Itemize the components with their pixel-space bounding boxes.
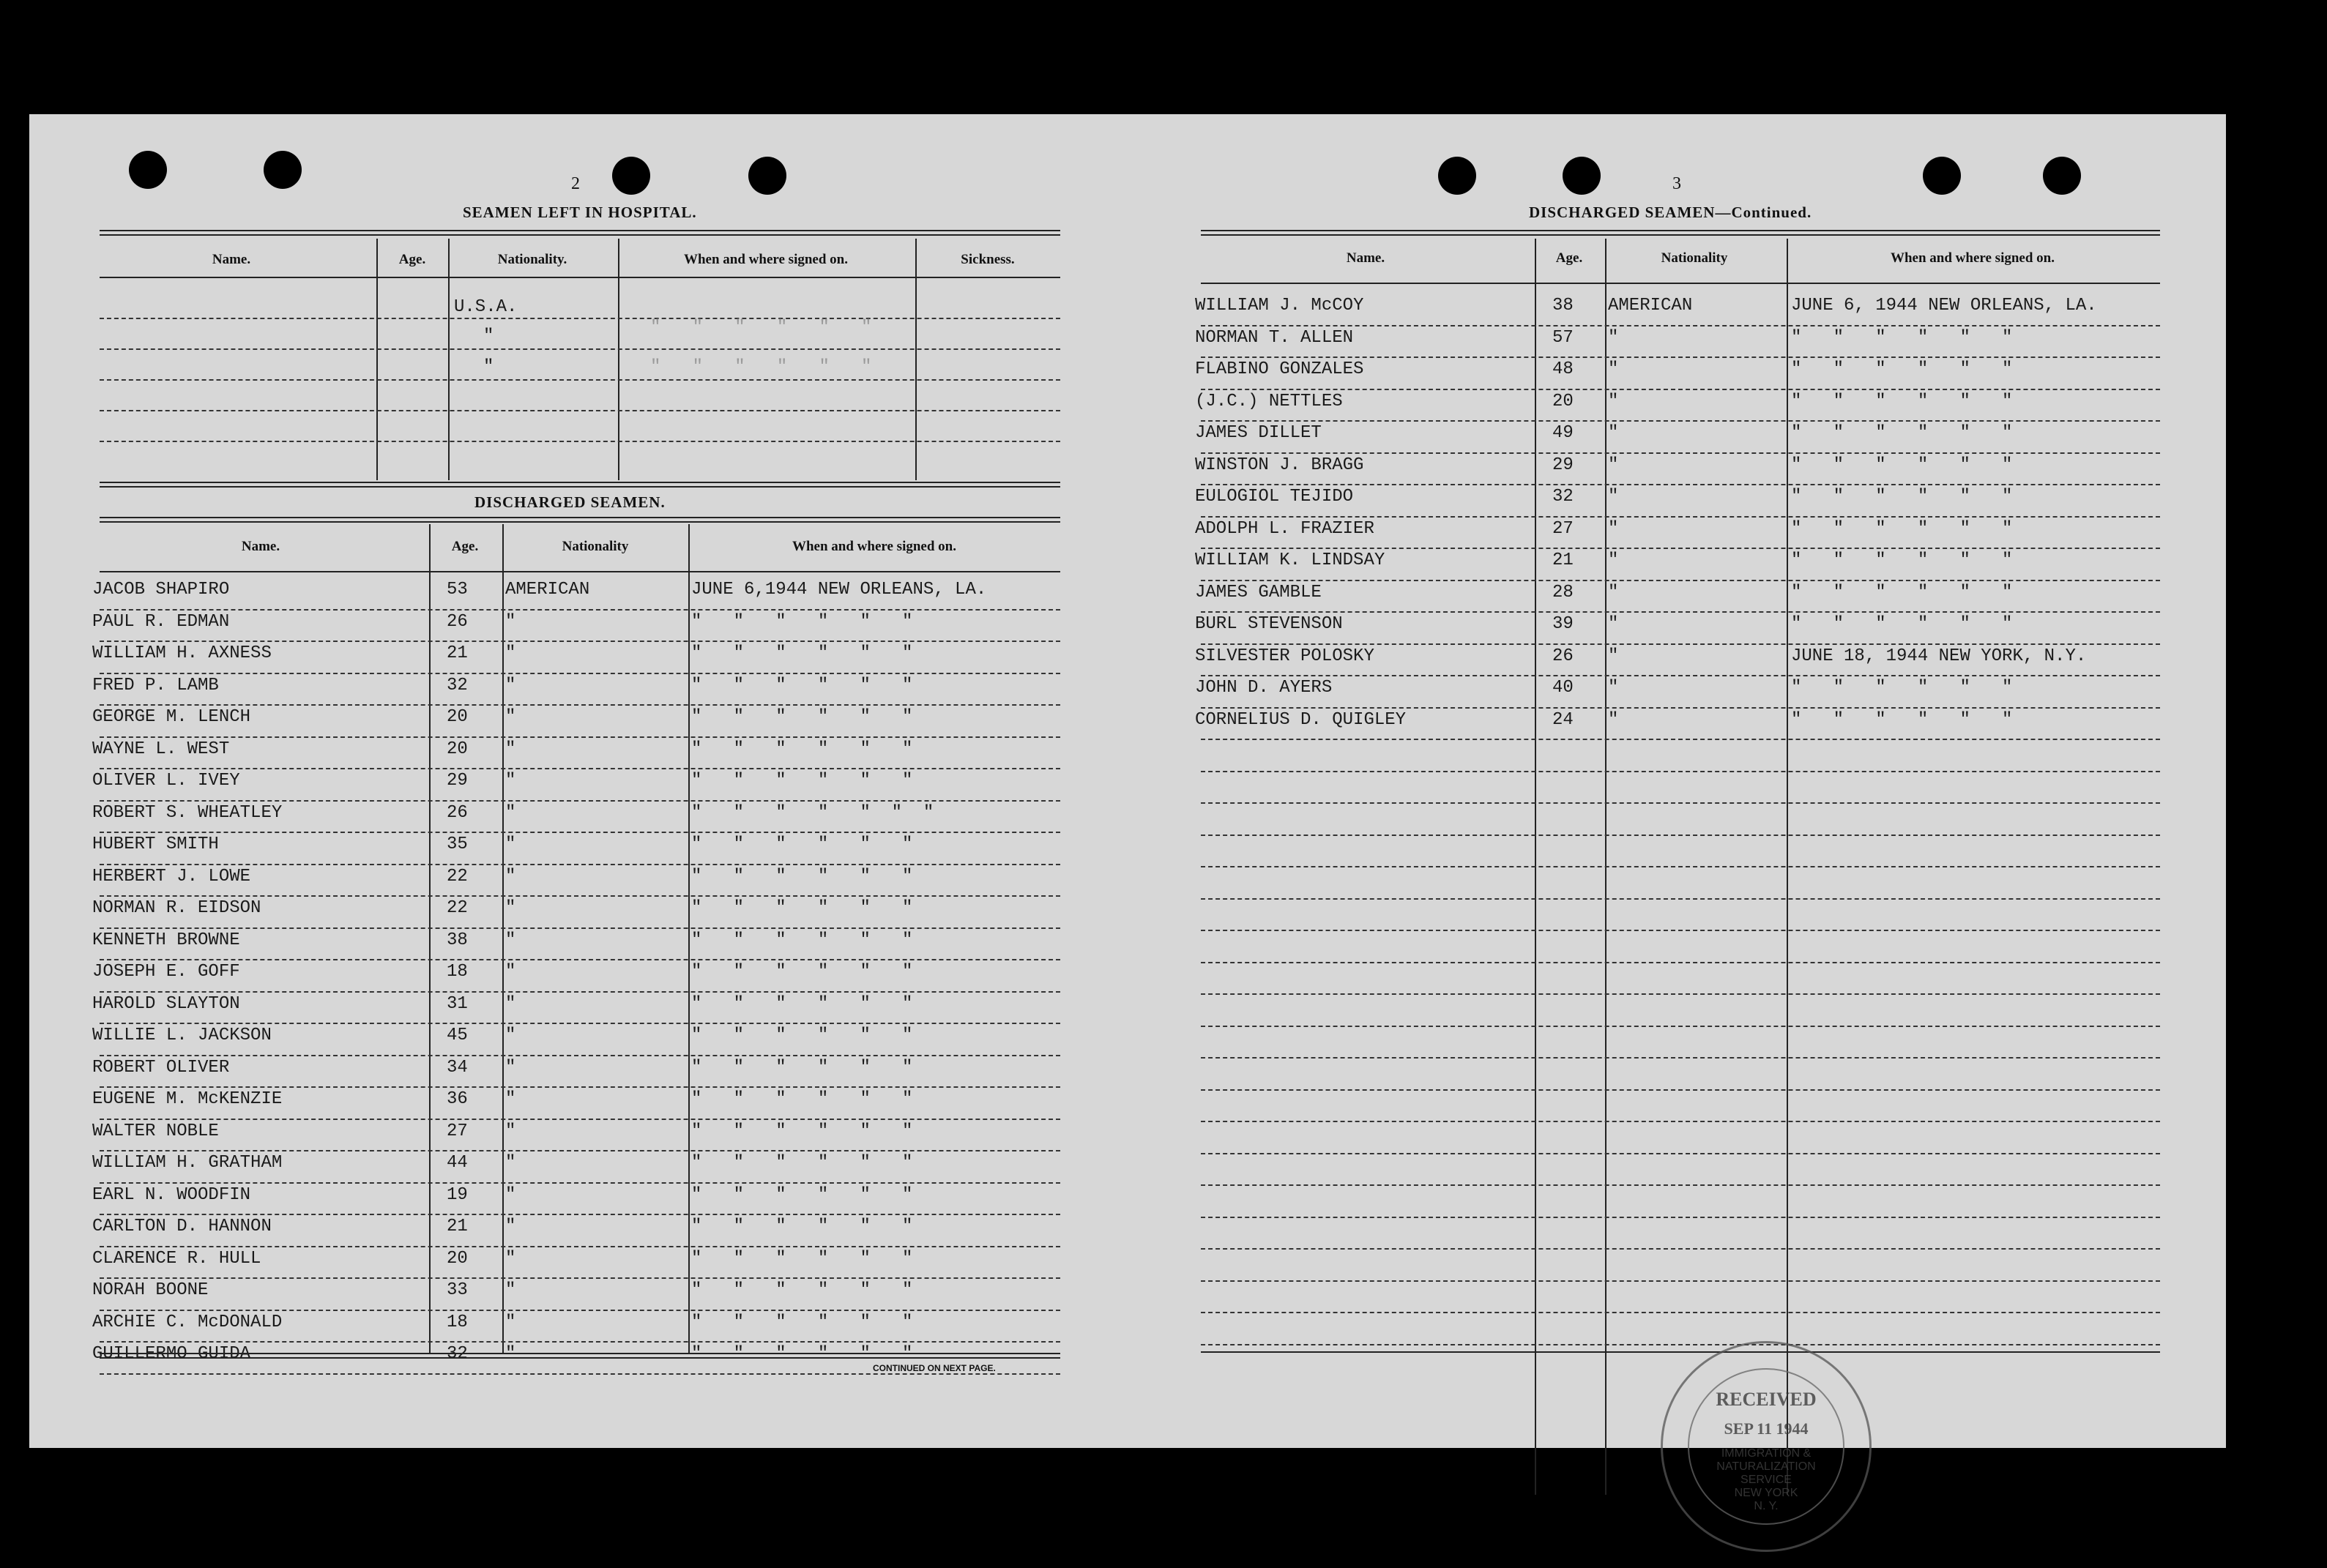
seaman-name: EUGENE M. McKENZIE <box>92 1089 283 1109</box>
seaman-signed-on: " " " " " " <box>1791 582 2013 602</box>
seaman-nationality: " <box>505 739 516 759</box>
stamp-line: NEW YORK <box>1734 1487 1798 1499</box>
header-signed-on: When and where signed on. <box>792 539 956 554</box>
row-line <box>100 1023 1060 1024</box>
seaman-nationality: " <box>1608 646 1619 666</box>
seaman-nationality: " <box>505 866 516 886</box>
seaman-nationality: " <box>505 1184 516 1205</box>
header-age: Age. <box>1555 250 1583 266</box>
seaman-signed-on: " " " " " " <box>691 1280 913 1300</box>
rule <box>100 482 1060 488</box>
seaman-age: 57 <box>1552 327 1574 348</box>
seaman-name: JOHN D. AYERS <box>1195 678 1333 698</box>
seaman-name: EULOGIOL TEJIDO <box>1195 487 1354 507</box>
seaman-nationality: " <box>505 835 516 854</box>
seaman-name: WILLIE L. JACKSON <box>92 1026 272 1045</box>
row-line <box>100 379 1060 381</box>
seaman-age: 29 <box>1552 455 1574 475</box>
column-divider <box>915 239 917 480</box>
seaman-age: 32 <box>447 675 468 695</box>
rule <box>1201 1351 2160 1353</box>
row-line <box>1201 356 2160 358</box>
seaman-age: 27 <box>447 1121 468 1141</box>
row-line <box>1201 962 2160 963</box>
seaman-name: JAMES DILLET <box>1195 423 1322 443</box>
row-line <box>100 1246 1060 1247</box>
row-line <box>1201 1217 2160 1218</box>
stamp-received: RECEIVED <box>1716 1389 1817 1410</box>
seaman-age: 32 <box>1552 487 1574 507</box>
seaman-signed-on: " " " " " " <box>691 675 913 695</box>
seaman-nationality: " <box>505 898 516 918</box>
seaman-age: 45 <box>447 1026 468 1045</box>
seaman-nationality: " <box>1608 391 1619 411</box>
seaman-nationality: " <box>505 1089 516 1109</box>
seaman-signed-on: " " " " " " <box>691 993 913 1014</box>
header-nationality: Nationality <box>562 539 629 554</box>
seaman-age: 40 <box>1552 678 1574 698</box>
row-line <box>100 318 1060 319</box>
seaman-age: 20 <box>1552 391 1574 411</box>
seaman-age: 28 <box>1552 582 1574 602</box>
seaman-nationality: " <box>1608 614 1619 634</box>
document-sheet <box>29 114 2226 1512</box>
seaman-signed-on: " " " " " " <box>691 930 913 950</box>
seaman-age: 39 <box>1552 614 1574 634</box>
row-line <box>1201 1153 2160 1154</box>
header-name: Name. <box>241 539 280 554</box>
seaman-name: PAUL R. EDMAN <box>92 611 230 632</box>
seaman-nationality: " <box>505 771 516 791</box>
row-line <box>1201 771 2160 772</box>
seaman-age: 22 <box>447 866 468 886</box>
row-line <box>1201 1121 2160 1122</box>
seaman-age: 21 <box>447 1217 468 1236</box>
hospital-nationality: " <box>483 326 494 346</box>
punch-hole <box>1438 157 1476 195</box>
row-line <box>1201 739 2160 740</box>
stamp-line: IMMIGRATION & <box>1721 1447 1812 1460</box>
row-line <box>100 927 1060 929</box>
seaman-age: 33 <box>447 1280 468 1300</box>
seaman-age: 53 <box>447 580 468 600</box>
header-signed-on: When and where signed on. <box>1890 250 2055 266</box>
seaman-signed-on: JUNE 18, 1944 NEW YORK, N.Y. <box>1791 646 2087 666</box>
row-line <box>100 609 1060 611</box>
header-name: Name. <box>1346 250 1385 266</box>
seaman-name: HUBERT SMITH <box>92 835 219 854</box>
rule <box>1201 230 2160 236</box>
seaman-nationality: " <box>505 930 516 950</box>
seaman-age: 38 <box>1552 296 1574 316</box>
punch-hole <box>748 157 786 195</box>
header-age: Age. <box>398 252 426 267</box>
column-divider <box>429 524 431 1353</box>
seaman-nationality: " <box>1608 518 1619 539</box>
seaman-name: HAROLD SLAYTON <box>92 993 240 1014</box>
column-divider <box>448 239 450 480</box>
header-sickness: Sickness. <box>961 252 1015 267</box>
seaman-signed-on: " " " " " " <box>691 739 913 759</box>
header-signed-on: When and where signed on. <box>683 252 848 267</box>
seaman-name: NORMAN R. EIDSON <box>92 898 261 918</box>
seaman-nationality: " <box>505 1026 516 1045</box>
seaman-nationality: " <box>1608 455 1619 475</box>
column-divider <box>688 524 690 1353</box>
punch-hole <box>129 151 167 189</box>
seaman-age: 35 <box>447 835 468 854</box>
seaman-age: 18 <box>447 1312 468 1332</box>
seaman-nationality: " <box>505 675 516 695</box>
seaman-signed-on: " " " " " " <box>1791 327 2013 348</box>
row-line <box>1201 993 2160 995</box>
seaman-nationality: " <box>505 1280 516 1300</box>
row-line <box>1201 866 2160 867</box>
seaman-signed-on: JUNE 6,1944 NEW ORLEANS, LA. <box>691 580 987 600</box>
seaman-age: 20 <box>447 707 468 727</box>
seaman-age: 49 <box>1552 423 1574 443</box>
seaman-name: WILLIAM J. McCOY <box>1195 296 1364 316</box>
stamp-line: SERVICE <box>1740 1474 1792 1486</box>
row-line <box>100 641 1060 642</box>
row-line <box>1201 1057 2160 1059</box>
row-line <box>100 1341 1060 1343</box>
punch-hole <box>2043 157 2081 195</box>
seaman-name: CORNELIUS D. QUIGLEY <box>1195 709 1407 730</box>
seaman-name: GEORGE M. LENCH <box>92 707 251 727</box>
row-line <box>100 895 1060 897</box>
punch-hole <box>1563 157 1601 195</box>
seaman-name: WILLIAM H. AXNESS <box>92 643 272 663</box>
row-line <box>1201 1184 2160 1186</box>
punch-hole <box>264 151 302 189</box>
seaman-name: FRED P. LAMB <box>92 675 219 695</box>
seaman-age: 24 <box>1552 709 1574 730</box>
seaman-name: WILLIAM K. LINDSAY <box>1195 550 1385 570</box>
column-divider <box>618 239 619 480</box>
seaman-nationality: " <box>505 1312 516 1332</box>
seaman-name: WALTER NOBLE <box>92 1121 219 1141</box>
seaman-signed-on: " " " " " " <box>691 771 913 791</box>
row-line <box>1201 1280 2160 1282</box>
seaman-signed-on: " " " " " " <box>691 1153 913 1173</box>
row-line <box>1201 389 2160 390</box>
seaman-name: JOSEPH E. GOFF <box>92 962 240 982</box>
seaman-signed-on: " " " " " " <box>1791 518 2013 539</box>
seaman-signed-on: " " " " " " <box>691 611 913 632</box>
row-line <box>100 800 1060 802</box>
punch-hole <box>1923 157 1961 195</box>
row-line <box>100 736 1060 738</box>
seaman-name: EARL N. WOODFIN <box>92 1184 251 1205</box>
row-line <box>1201 548 2160 549</box>
row-line <box>1201 1026 2160 1027</box>
column-divider <box>376 239 378 480</box>
seaman-signed-on: " " " " " " <box>1791 614 2013 634</box>
row-line <box>1201 802 2160 804</box>
seaman-name: ROBERT OLIVER <box>92 1057 230 1078</box>
row-line <box>1201 1344 2160 1345</box>
hospital-signed-on: " " " " " " <box>650 357 872 377</box>
row-line <box>1201 1312 2160 1313</box>
seaman-nationality: " <box>1608 582 1619 602</box>
seaman-name: ARCHIE C. McDONALD <box>92 1312 283 1332</box>
seaman-age: 26 <box>1552 646 1574 666</box>
seaman-nationality: " <box>1608 327 1619 348</box>
seaman-nationality: AMERICAN <box>505 580 590 600</box>
seaman-age: 29 <box>447 771 468 791</box>
seaman-signed-on: " " " " " " <box>691 643 913 663</box>
seaman-name: NORAH BOONE <box>92 1280 209 1300</box>
row-line <box>100 348 1060 350</box>
row-line <box>1201 325 2160 326</box>
row-line <box>100 1055 1060 1056</box>
row-line <box>1201 675 2160 676</box>
seaman-nationality: " <box>505 1217 516 1236</box>
seaman-age: 31 <box>447 993 468 1014</box>
seaman-name: KENNETH BROWNE <box>92 930 240 950</box>
seaman-nationality: " <box>505 1121 516 1141</box>
seaman-signed-on: " " " " " " <box>691 1057 913 1078</box>
seaman-signed-on: " " " " " " <box>691 962 913 982</box>
seaman-name: (J.C.) NETTLES <box>1195 391 1343 411</box>
seaman-nationality: " <box>505 1153 516 1173</box>
seaman-age: 48 <box>1552 359 1574 379</box>
column-divider <box>502 524 504 1353</box>
row-line <box>1201 930 2160 931</box>
seaman-signed-on: " " " " " " <box>691 1121 913 1141</box>
seaman-age: 20 <box>447 1248 468 1269</box>
row-line <box>1201 707 2160 709</box>
seaman-name: FLABINO GONZALES <box>1195 359 1364 379</box>
seaman-name: WILLIAM H. GRATHAM <box>92 1153 283 1173</box>
rule <box>1201 283 2160 284</box>
seaman-age: 44 <box>447 1153 468 1173</box>
row-line <box>100 832 1060 833</box>
seaman-signed-on: " " " " " " " <box>691 802 934 823</box>
seaman-name: JACOB SHAPIRO <box>92 580 230 600</box>
seaman-signed-on: " " " " " " <box>1791 391 2013 411</box>
stamp-line: NATURALIZATION <box>1716 1460 1816 1473</box>
row-line <box>100 1277 1060 1279</box>
seaman-age: 21 <box>447 643 468 663</box>
seaman-signed-on: " " " " " " <box>691 1184 913 1205</box>
row-line <box>100 1086 1060 1088</box>
seaman-signed-on: " " " " " " <box>691 835 913 854</box>
seaman-name: WAYNE L. WEST <box>92 739 230 759</box>
seaman-signed-on: " " " " " " <box>1791 678 2013 698</box>
seaman-name: WINSTON J. BRAGG <box>1195 455 1364 475</box>
row-line <box>1201 643 2160 645</box>
seaman-nationality: " <box>1608 487 1619 507</box>
seaman-age: 27 <box>1552 518 1574 539</box>
seaman-name: CLARENCE R. HULL <box>92 1248 261 1269</box>
row-line <box>100 991 1060 993</box>
discharged-section-title: DISCHARGED SEAMEN. <box>474 493 666 511</box>
row-line <box>1201 1248 2160 1250</box>
seaman-signed-on: " " " " " " <box>1791 709 2013 730</box>
header-nationality: Nationality <box>1661 250 1728 266</box>
row-line <box>100 410 1060 411</box>
seaman-signed-on: " " " " " " <box>691 1344 913 1364</box>
seaman-nationality: " <box>505 707 516 727</box>
row-line <box>100 959 1060 960</box>
rule <box>100 517 1060 523</box>
seaman-name: JAMES GAMBLE <box>1195 582 1322 602</box>
seaman-name: GUILLERMO GUIDA <box>92 1344 251 1364</box>
seaman-age: 34 <box>447 1057 468 1078</box>
seaman-signed-on: " " " " " " <box>691 866 913 886</box>
hospital-section-title: SEAMEN LEFT IN HOSPITAL. <box>463 204 697 221</box>
rule <box>100 1353 1060 1359</box>
seaman-signed-on: " " " " " " <box>691 1248 913 1269</box>
seaman-nationality: " <box>505 643 516 663</box>
seaman-name: HERBERT J. LOWE <box>92 866 251 886</box>
rule <box>100 230 1060 236</box>
seaman-age: 21 <box>1552 550 1574 570</box>
rule <box>100 571 1060 572</box>
row-line <box>1201 452 2160 454</box>
continued-section-title: DISCHARGED SEAMEN—Continued. <box>1529 204 1812 221</box>
seaman-nationality: " <box>1608 678 1619 698</box>
seaman-nationality: " <box>505 1248 516 1269</box>
row-line <box>1201 898 2160 900</box>
received-stamp <box>1661 1341 1872 1552</box>
row-line <box>1201 484 2160 485</box>
header-name: Name. <box>212 252 251 267</box>
seaman-signed-on: JUNE 6, 1944 NEW ORLEANS, LA. <box>1791 296 2097 316</box>
seaman-name: OLIVER L. IVEY <box>92 771 240 791</box>
seaman-nationality: AMERICAN <box>1608 296 1693 316</box>
seaman-nationality: " <box>1608 709 1619 730</box>
header-age: Age. <box>451 539 479 554</box>
stamp-date: SEP 11 1944 <box>1724 1419 1809 1438</box>
row-line <box>100 1310 1060 1311</box>
row-line <box>100 864 1060 865</box>
seaman-nationality: " <box>1608 359 1619 379</box>
stamp-line: N. Y. <box>1754 1500 1779 1512</box>
row-line <box>1201 580 2160 581</box>
seaman-signed-on: " " " " " " <box>691 1026 913 1045</box>
row-line <box>1201 420 2160 422</box>
seaman-age: 38 <box>447 930 468 950</box>
continued-note: CONTINUED ON NEXT PAGE. <box>873 1363 996 1373</box>
seaman-nationality: " <box>505 962 516 982</box>
seaman-age: 32 <box>447 1344 468 1364</box>
seaman-name: NORMAN T. ALLEN <box>1195 327 1354 348</box>
seaman-name: CARLTON D. HANNON <box>92 1217 272 1236</box>
seaman-signed-on: " " " " " " <box>1791 550 2013 570</box>
header-nationality: Nationality. <box>497 252 567 267</box>
seaman-signed-on: " " " " " " <box>1791 359 2013 379</box>
seaman-signed-on: " " " " " " <box>691 707 913 727</box>
seaman-name: BURL STEVENSON <box>1195 614 1343 634</box>
hospital-nationality: U.S.A. <box>454 297 518 317</box>
seaman-age: 20 <box>447 739 468 759</box>
row-line <box>1201 516 2160 518</box>
seaman-name: ROBERT S. WHEATLEY <box>92 802 283 823</box>
seaman-age: 26 <box>447 611 468 632</box>
row-line <box>100 1214 1060 1215</box>
seaman-nationality: " <box>505 802 516 823</box>
seaman-signed-on: " " " " " " <box>691 1089 913 1109</box>
row-line <box>100 704 1060 706</box>
page-number: 2 <box>571 174 580 193</box>
seaman-nationality: " <box>505 993 516 1014</box>
row-line <box>100 1150 1060 1151</box>
row-line <box>100 768 1060 769</box>
seaman-signed-on: " " " " " " <box>691 1312 913 1332</box>
seaman-name: ADOLPH L. FRAZIER <box>1195 518 1374 539</box>
hospital-nationality: " <box>483 357 494 377</box>
seaman-signed-on: " " " " " " <box>691 898 913 918</box>
row-line <box>100 1182 1060 1184</box>
seaman-nationality: " <box>1608 550 1619 570</box>
seaman-age: 19 <box>447 1184 468 1205</box>
row-line <box>1201 835 2160 836</box>
row-line <box>100 673 1060 674</box>
row-line <box>100 441 1060 442</box>
seaman-nationality: " <box>505 1057 516 1078</box>
page-number: 3 <box>1672 174 1681 193</box>
row-line <box>1201 1089 2160 1091</box>
hospital-signed-on: " " " " " " <box>650 318 872 337</box>
seaman-age: 36 <box>447 1089 468 1109</box>
seaman-name: SILVESTER POLOSKY <box>1195 646 1374 666</box>
seaman-signed-on: " " " " " " <box>1791 423 2013 443</box>
punch-hole <box>612 157 650 195</box>
row-line <box>100 1119 1060 1120</box>
seaman-age: 22 <box>447 898 468 918</box>
seaman-signed-on: " " " " " " <box>691 1217 913 1236</box>
seaman-nationality: " <box>1608 423 1619 443</box>
seaman-nationality: " <box>505 611 516 632</box>
row-line <box>1201 611 2160 613</box>
seaman-nationality: " <box>505 1344 516 1364</box>
seaman-age: 18 <box>447 962 468 982</box>
seaman-signed-on: " " " " " " <box>1791 455 2013 475</box>
seaman-age: 26 <box>447 802 468 823</box>
seaman-signed-on: " " " " " " <box>1791 487 2013 507</box>
